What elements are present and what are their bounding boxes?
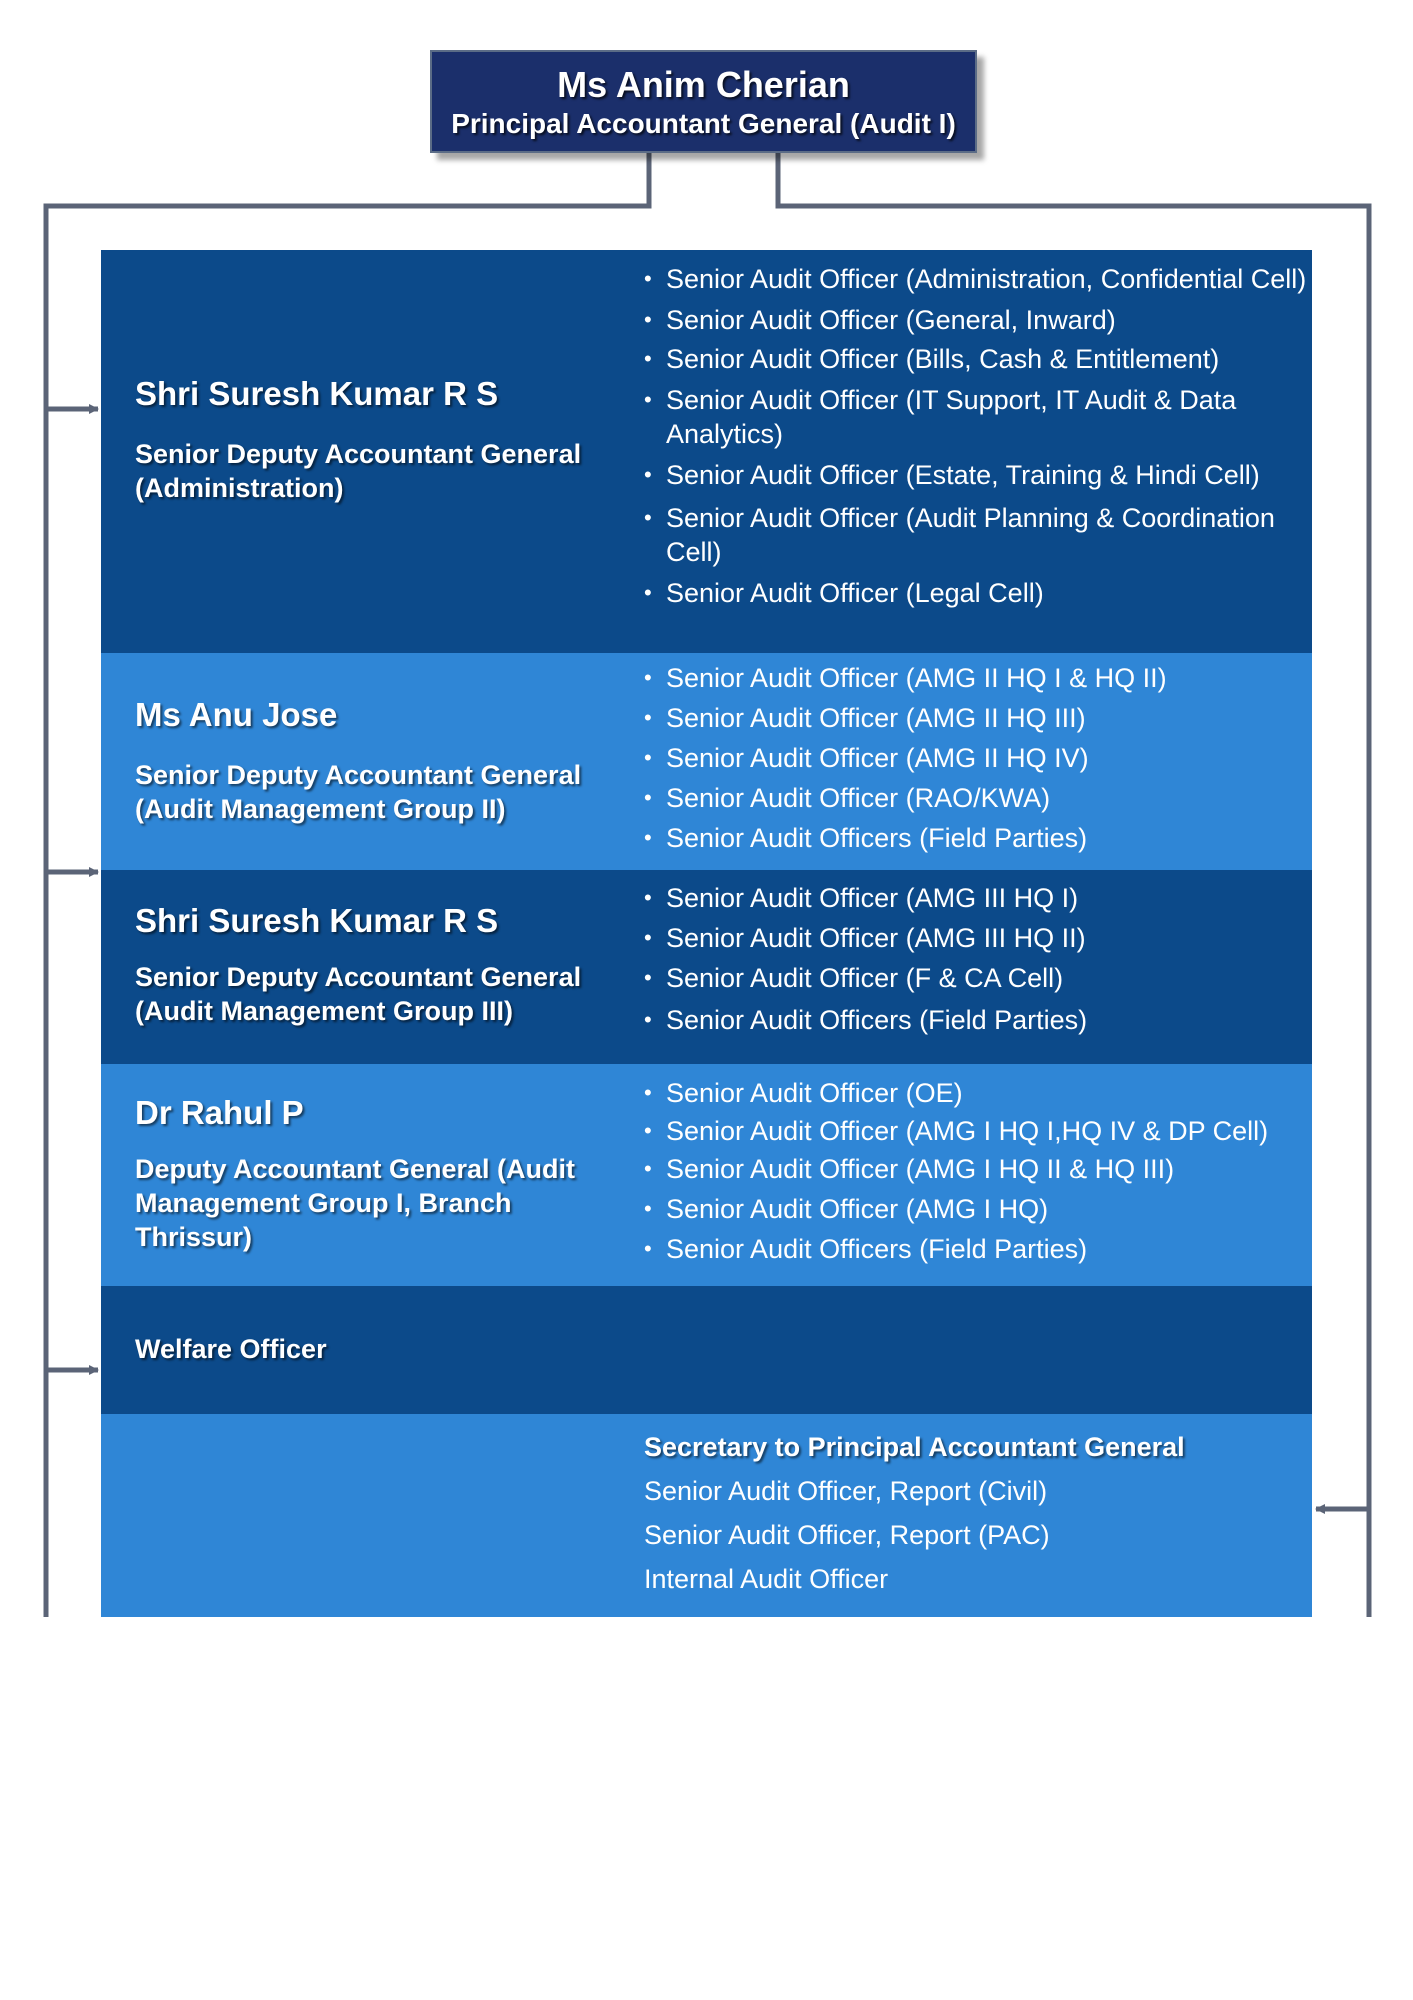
section-item: • Senior Audit Officer (Bills, Cash & Entitlement) <box>644 342 1312 376</box>
section-item: • Senior Audit Officer (AMG III HQ I) <box>644 881 1312 915</box>
section-item: • Senior Audit Officers (Field Parties) <box>644 821 1312 855</box>
section-item: • Senior Audit Officer (RAO/KWA) <box>644 781 1312 815</box>
officer-title: Deputy Accountant General (Audit Management Group I, Branch Thrissur) <box>135 1154 576 1252</box>
row-amg-i <box>101 1064 1312 1286</box>
officer-title: Senior Deputy Accountant General (Audit Management Group II) <box>135 760 582 824</box>
section-item: • Senior Audit Officer (AMG I HQ II & HQ III) <box>644 1152 1312 1186</box>
section-item: • Senior Audit Officer (AMG II HQ IV) <box>644 741 1312 775</box>
section-item: • Senior Audit Officer (F & CA Cell) <box>644 961 1312 995</box>
section-item: • Senior Audit Officers (Field Parties) <box>644 1232 1312 1266</box>
section-item: • Senior Audit Officer (Administration, Confidential Cell) <box>644 262 1312 296</box>
section-item: • Senior Audit Officer (AMG III HQ II) <box>644 921 1312 955</box>
section-item: • Senior Audit Officers (Field Parties) <box>644 1003 1312 1037</box>
officer-title: Senior Deputy Accountant General (Administration) <box>135 439 582 503</box>
officer-name: Ms Anu Jose <box>135 696 338 733</box>
section-item: • Senior Audit Officer (IT Support, IT Audit & Data Analytics) <box>644 383 1312 451</box>
row-secretary <box>101 1414 1312 1617</box>
secretary-item: Senior Audit Officer, Report (PAC) <box>644 1520 1050 1550</box>
officer-block <box>135 1094 635 1254</box>
section-list <box>644 661 1312 855</box>
officer-block <box>135 696 635 826</box>
row-administration <box>101 250 1312 653</box>
head-name: Ms Anim Cherian <box>557 64 850 105</box>
section-item: • Senior Audit Officer (Audit Planning & Coordination Cell) <box>644 501 1312 569</box>
section-item: • Senior Audit Officer (Legal Cell) <box>644 576 1312 610</box>
officer-name: Dr Rahul P <box>135 1094 304 1131</box>
section-item: • Senior Audit Officer (Estate, Training & Hindi Cell) <box>644 458 1312 492</box>
row-welfare <box>101 1286 1312 1414</box>
officer-block <box>135 375 635 505</box>
row-amg-ii <box>101 653 1312 870</box>
section-list <box>644 1076 1312 1266</box>
section-list <box>644 881 1312 1037</box>
welfare-officer-label: Welfare Officer <box>135 1334 327 1364</box>
section-item: • Senior Audit Officer (AMG I HQ I,HQ IV & DP Cell) <box>644 1114 1312 1148</box>
head-box <box>430 50 977 153</box>
head-title: Principal Accountant General (Audit I) <box>451 108 956 139</box>
section-list <box>644 262 1312 610</box>
section-item: • Senior Audit Officer (AMG II HQ I & HQ II) <box>644 661 1312 695</box>
section-item: • Senior Audit Officer (AMG II HQ III) <box>644 701 1312 735</box>
officer-title: Senior Deputy Accountant General (Audit Management Group III) <box>135 962 582 1026</box>
secretary-list <box>644 1430 1312 1596</box>
officer-block <box>135 902 635 1028</box>
row-amg-iii <box>101 870 1312 1064</box>
officer-name: Shri Suresh Kumar R S <box>135 375 499 412</box>
secretary-item: Internal Audit Officer <box>644 1564 889 1594</box>
secretary-title: Secretary to Principal Accountant General <box>644 1432 1185 1462</box>
section-item: • Senior Audit Officer (OE) <box>644 1076 1312 1110</box>
section-item: • Senior Audit Officer (General, Inward) <box>644 303 1312 337</box>
secretary-item: Senior Audit Officer, Report (Civil) <box>644 1476 1048 1506</box>
officer-name: Shri Suresh Kumar R S <box>135 902 499 939</box>
section-item: • Senior Audit Officer (AMG I HQ) <box>644 1192 1312 1226</box>
